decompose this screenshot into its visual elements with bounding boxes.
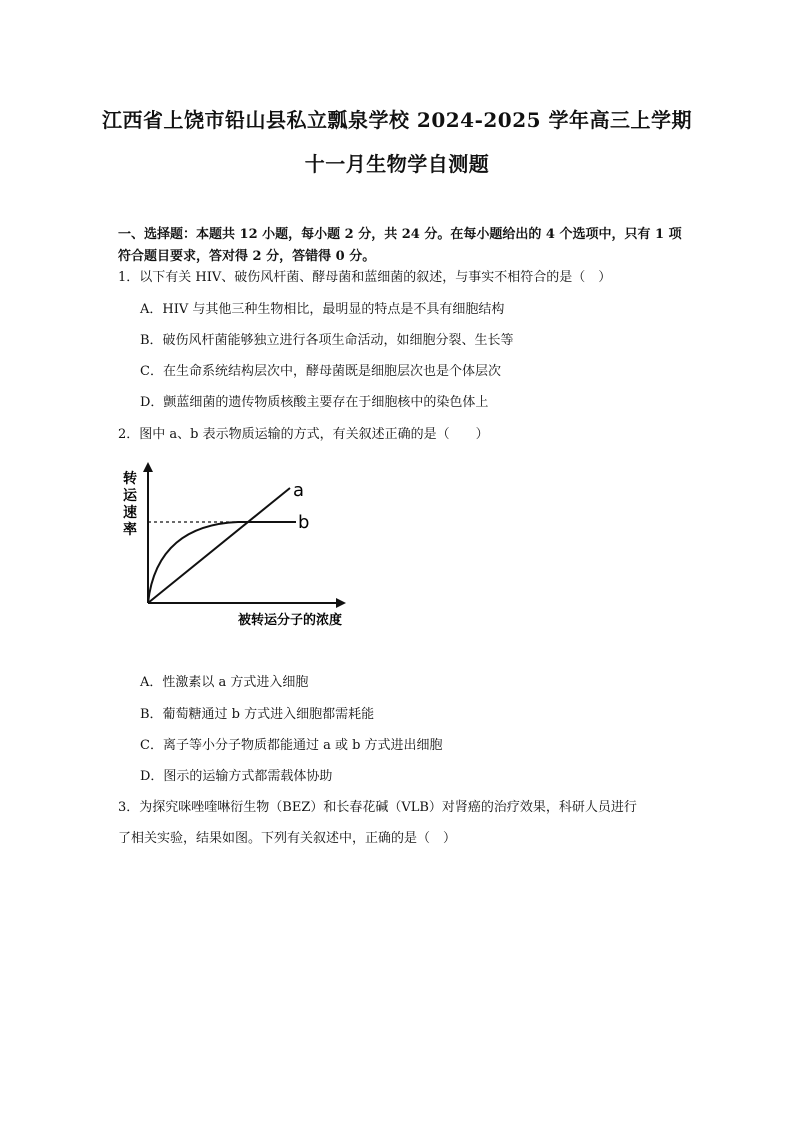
- question-1-option-c: C．在生命系统结构层次中，酵母菌既是细胞层次也是个体层次: [140, 364, 501, 379]
- series-b-label: b: [298, 512, 310, 533]
- section-heading: 一、选择题：本题共 12 小题，每小题 2 分，共 24 分。在每小题给出的 4 个选项中，只有 1 项符合题目要求，答对得 2 分，答错得 0 分。: [118, 227, 682, 264]
- question-2-option-a: A．性激素以 a 方式进入细胞: [140, 675, 309, 690]
- transport-rate-chart: [118, 458, 368, 633]
- question-1-option-d: D．颤蓝细菌的遗传物质核酸主要存在于细胞核中的染色体上: [140, 395, 489, 410]
- y-axis-arrow: [143, 462, 153, 472]
- question-1-option-b: B．破伤风杆菌能够独立进行各项生命活动，如细胞分裂、生长等: [140, 333, 514, 348]
- y-axis-label-char-3: 速: [123, 505, 137, 521]
- series-b-curve: [148, 522, 296, 603]
- question-2-option-d: D．图示的运输方式都需载体协助: [140, 769, 333, 784]
- series-a-label: a: [293, 480, 305, 501]
- question-2-option-b: B．葡萄糖通过 b 方式进入细胞都需耗能: [140, 707, 375, 722]
- y-axis-label-char-1: 转: [123, 471, 137, 487]
- page-title-line2: 十一月生物学自测题: [304, 152, 490, 176]
- question-2-option-c: C．离子等小分子物质都能通过 a 或 b 方式进出细胞: [140, 738, 443, 753]
- question-1-stem: 1．以下有关 HIV、破伤风杆菌、酵母菌和蓝细菌的叙述，与事实不相符合的是（ ）: [118, 270, 612, 285]
- page-title-line1: 江西省上饶市铅山县私立瓢泉学校 2024-2025 学年高三上学期: [101, 108, 693, 132]
- x-axis-arrow: [336, 598, 346, 608]
- y-axis-label-char-4: 率: [123, 522, 137, 538]
- y-axis-label-char-2: 运: [123, 488, 137, 504]
- question-2-stem: 2．图中 a、b 表示物质运输的方式，有关叙述正确的是（ ）: [118, 427, 489, 442]
- question-1-option-a: A．HIV 与其他三种生物相比，最明显的特点是不具有细胞结构: [140, 302, 505, 317]
- x-axis-label: 被转运分子的浓度: [237, 613, 343, 628]
- question-3-stem-line2: 了相关实验，结果如图。下列有关叙述中，正确的是（ ）: [118, 831, 457, 846]
- question-3-stem-line1: 3．为探究咪唑喹啉衍生物（BEZ）和长春花碱（VLB）对肾癌的治疗效果，科研人员进行: [118, 800, 637, 815]
- series-a-line: [148, 488, 290, 603]
